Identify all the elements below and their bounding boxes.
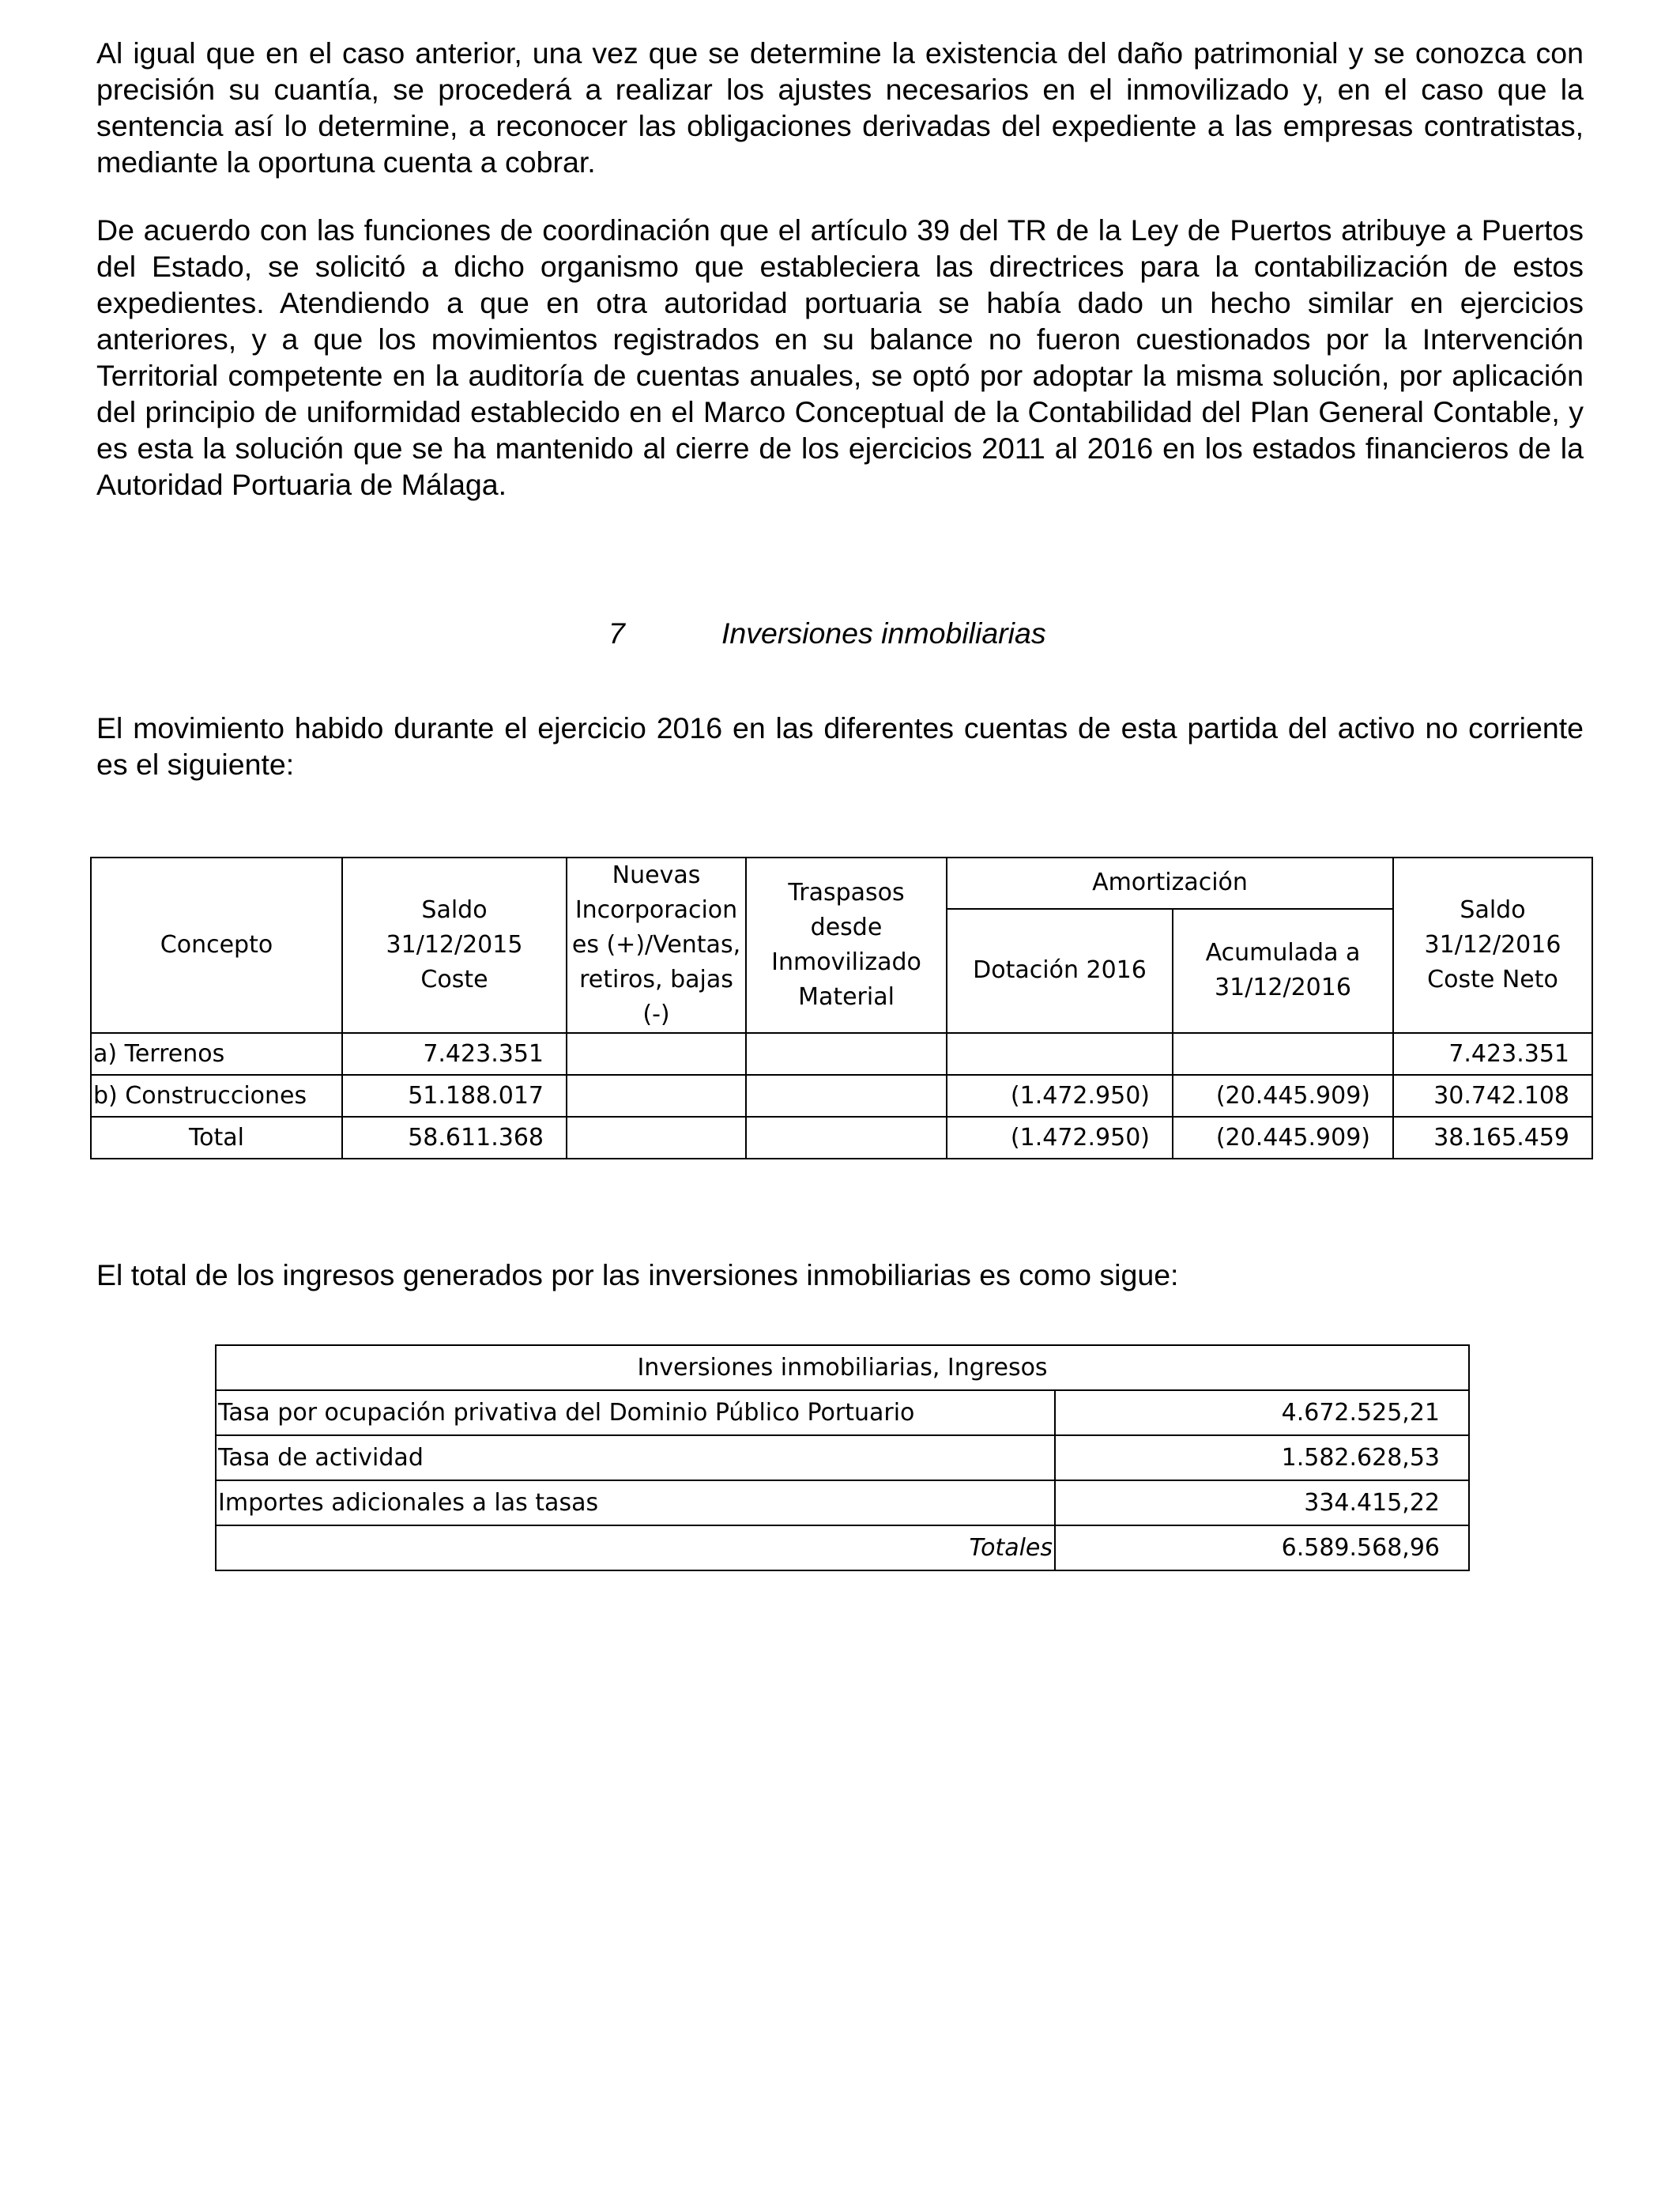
income-total-label: Totales <box>216 1525 1055 1570</box>
table-row <box>216 1480 1469 1525</box>
cell-saldo-final: 38.165.459 <box>1393 1117 1592 1159</box>
header-nuevas-l1: Nuevas <box>612 861 701 889</box>
section-heading <box>0 616 1680 656</box>
header-traspasos-l3: Inmovilizado <box>771 948 921 976</box>
income-label: Importes adicionales a las tasas <box>216 1480 1055 1525</box>
paragraph-ingresos: El total de los ingresos generados por las inversiones inmobiliarias es como sigue: <box>96 1258 1179 1291</box>
header-acumulada-l2: 31/12/2016 <box>1215 974 1351 1002</box>
income-table-title: Inversiones inmobiliarias, Ingresos <box>216 1345 1469 1390</box>
cell-saldo-final: 30.742.108 <box>1393 1075 1592 1117</box>
header-traspasos <box>746 858 947 1033</box>
cell-nuevas <box>567 1033 746 1075</box>
header-nuevas-l4: retiros, bajas <box>579 966 733 993</box>
header-dotacion: Dotación 2016 <box>947 909 1173 1033</box>
header-saldo-inicial <box>342 858 567 1033</box>
header-saldo-inicial-l1: Saldo <box>421 896 488 924</box>
table-row <box>91 1033 1592 1075</box>
header-saldo-final-l3: Coste Neto <box>1427 966 1558 993</box>
cell-concepto: a) Terrenos <box>91 1033 342 1075</box>
cell-traspasos <box>746 1117 947 1159</box>
header-acumulada <box>1173 909 1393 1033</box>
cell-acumulada: (20.445.909) <box>1173 1075 1393 1117</box>
cell-nuevas <box>567 1075 746 1117</box>
cell-concepto: Total <box>91 1117 342 1159</box>
section-number: 7 <box>608 616 625 650</box>
header-nuevas-l3: es (+)/Ventas, <box>571 931 741 959</box>
income-value: 1.582.628,53 <box>1055 1435 1469 1480</box>
income-table <box>215 1344 1470 1571</box>
cell-acumulada: (20.445.909) <box>1173 1117 1393 1159</box>
header-traspasos-l4: Material <box>798 983 895 1011</box>
header-saldo-final <box>1393 858 1592 1033</box>
header-nuevas-l2: Incorporacion <box>574 896 738 924</box>
income-label: Tasa por ocupación privativa del Dominio Público Portuario <box>216 1390 1055 1435</box>
movement-table <box>90 857 1593 1159</box>
paragraph-ajustes: Al igual que en el caso anterior, una vez que se determine la existencia del daño patrimonial y se conozca con precisión su cuantía, se procederá a realizar los ajustes necesarios en el inmovilizado y, en el caso que la sentencia así lo determine, a reconocer las obligaciones derivadas del expediente a las empresas contratistas, mediante la oportuna cuenta a cobrar. <box>96 36 1584 179</box>
cell-saldo-inicial: 51.188.017 <box>342 1075 567 1117</box>
paragraph-movimiento: El movimiento habido durante el ejercicio 2016 en las diferentes cuentas de esta partida del activo no corriente es el siguiente: <box>96 711 1584 781</box>
cell-saldo-inicial: 7.423.351 <box>342 1033 567 1075</box>
paragraph-coordinacion: De acuerdo con las funciones de coordinación que el artículo 39 del TR de la Ley de Puertos atribuye a Puertos del Estado, se solicitó a dicho organismo que estableciera las directrices para la contabilización de estos expedientes. Atendiendo a que en otra autoridad portuaria se había dado un hecho similar en ejercicios anteriores, y a que los movimientos registrados en su balance no fueron cuestionados por la Intervención Territorial competente en la auditoría de cuentas anuales, se optó por adoptar la misma solución, por aplicación del principio de uniformidad establecido en el Marco Conceptual de la Contabilidad del Plan General Contable, y es esta la solución que se ha mantenido al cierre de los ejercicios 2011 al 2016 en los estados financieros de la Autoridad Portuaria de Málaga. <box>96 213 1584 501</box>
header-saldo-inicial-l3: Coste <box>420 966 488 993</box>
cell-dotacion: (1.472.950) <box>947 1117 1173 1159</box>
cell-dotacion: (1.472.950) <box>947 1075 1173 1117</box>
table-row-total <box>91 1117 1592 1159</box>
income-label: Tasa de actividad <box>216 1435 1055 1480</box>
header-nuevas <box>567 858 746 1033</box>
section-title: Inversiones inmobiliarias <box>721 616 1046 650</box>
header-saldo-inicial-l2: 31/12/2015 <box>386 931 523 959</box>
header-saldo-final-l2: 31/12/2016 <box>1424 931 1561 959</box>
header-traspasos-l2: desde <box>810 914 883 941</box>
table-row <box>91 1075 1592 1117</box>
cell-saldo-final: 7.423.351 <box>1393 1033 1592 1075</box>
table-row <box>216 1435 1469 1480</box>
header-amortizacion: Amortización <box>947 858 1393 909</box>
table-row-total <box>216 1525 1469 1570</box>
cell-dotacion <box>947 1033 1173 1075</box>
header-nuevas-l5: (-) <box>642 1001 670 1028</box>
cell-concepto: b) Construcciones <box>91 1075 342 1117</box>
income-value: 4.672.525,21 <box>1055 1390 1469 1435</box>
header-saldo-final-l1: Saldo <box>1460 896 1526 924</box>
header-concepto: Concepto <box>91 858 342 1033</box>
cell-acumulada <box>1173 1033 1393 1075</box>
cell-traspasos <box>746 1033 947 1075</box>
table-row <box>216 1390 1469 1435</box>
header-traspasos-l1: Traspasos <box>788 879 905 907</box>
header-acumulada-l1: Acumulada a <box>1205 939 1361 967</box>
cell-traspasos <box>746 1075 947 1117</box>
income-total-value: 6.589.568,96 <box>1055 1525 1469 1570</box>
cell-nuevas <box>567 1117 746 1159</box>
cell-saldo-inicial: 58.611.368 <box>342 1117 567 1159</box>
income-value: 334.415,22 <box>1055 1480 1469 1525</box>
